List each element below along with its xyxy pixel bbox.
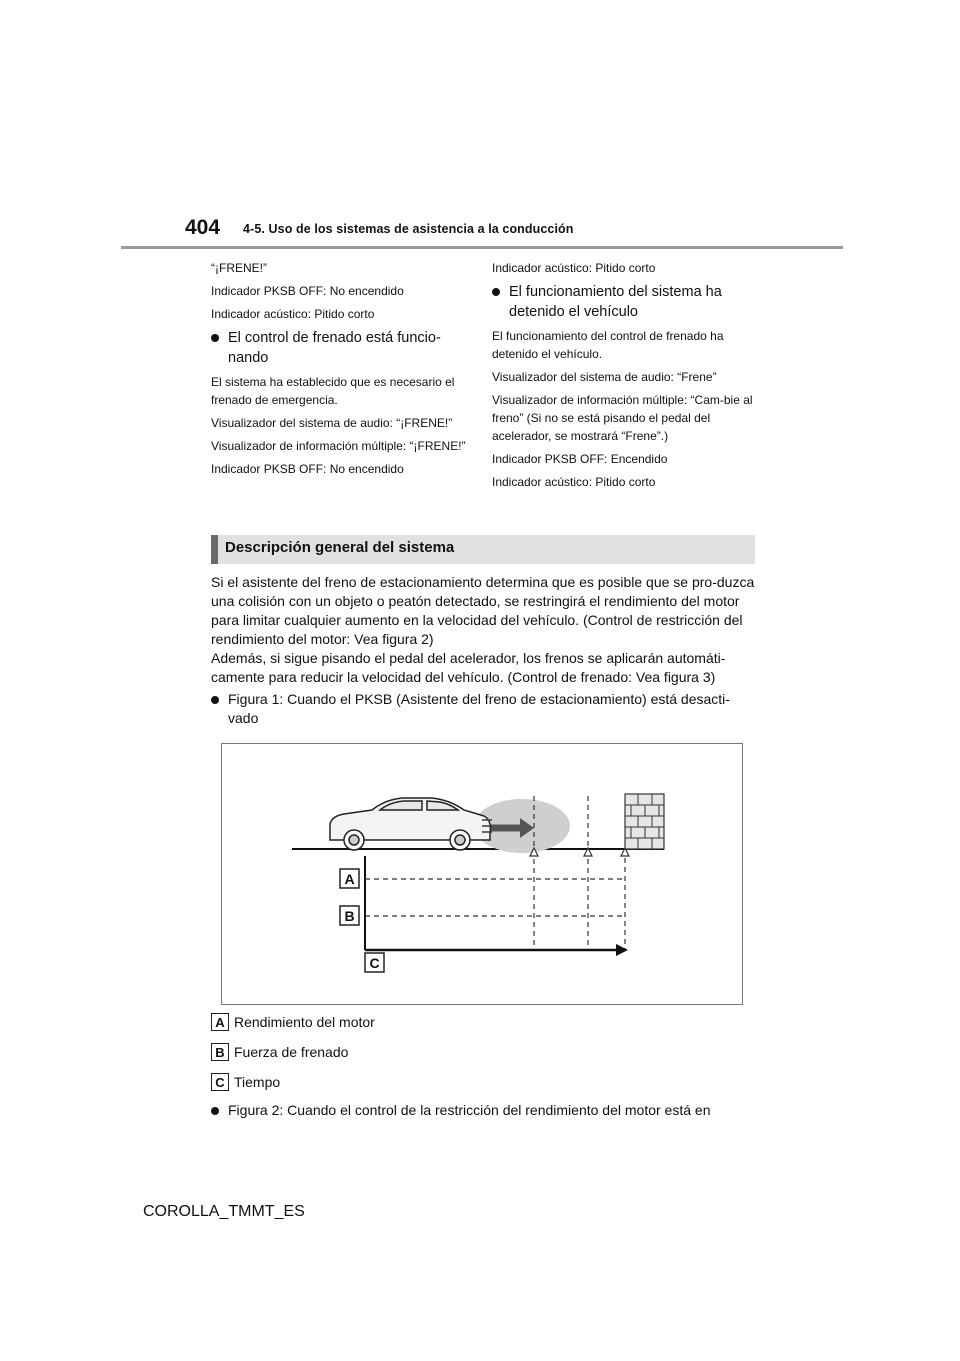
bullet-icon <box>492 288 500 296</box>
right-bullet-heading <box>492 282 754 322</box>
section-heading-accent <box>211 535 218 564</box>
legend-text-b: Fuerza de frenado <box>234 1044 349 1060</box>
figure-1-diagram <box>222 744 742 1004</box>
figure1-bullet-text: Figura 1: Cuando el PKSB (Asistente del freno de estacionamiento) está desacti-vado <box>228 691 730 726</box>
car-icon <box>330 798 490 850</box>
label-c <box>365 953 384 972</box>
right-paragraph-2: Visualizador del sistema de audio: “Frene” <box>492 370 717 384</box>
legend-text-c: Tiempo <box>234 1074 281 1090</box>
left-paragraph-1: El sistema ha establecido que es necesario el frenado de emergencia. <box>211 375 455 407</box>
figure2-bullet-text: Figura 2: Cuando el control de la restricción del rendimiento del motor está en <box>228 1102 711 1118</box>
section-heading: Descripción general del sistema <box>225 539 455 556</box>
footer-doc-id: COROLLA_TMMT_ES <box>143 1203 305 1220</box>
description-paragraph-2: Además, si sigue pisando el pedal del acelerador, los frenos se aplicarán automáti-camente para reducir la velocidad del vehículo. (Control de frenado: Vea figura 3) <box>211 650 726 685</box>
right-paragraph-3: Visualizador de información múltiple: “Cam-bie al freno” (Si no se está pisando el pedal del acelerador, se mostrará “Frene”.) <box>492 393 753 443</box>
legend-text-a: Rendimiento del motor <box>234 1014 375 1030</box>
legend-key-b: B <box>211 1043 229 1061</box>
graph-arrow-head <box>616 944 628 956</box>
right-column <box>492 259 754 496</box>
description-body <box>211 573 756 728</box>
right-paragraph-1: El funcionamiento del control de frenado ha detenido el vehículo. <box>492 329 724 361</box>
right-heading-text: El funcionamiento del sistema ha detenido el vehículo <box>509 284 722 320</box>
label-a <box>340 869 359 888</box>
right-line-1: Indicador acústico: Pitido corto <box>492 261 656 275</box>
svg-text:B: B <box>344 908 355 924</box>
left-paragraph-2: Visualizador del sistema de audio: “¡FRENE!” <box>211 416 453 430</box>
right-paragraph-4: Indicador PKSB OFF: Encendido <box>492 452 668 466</box>
left-line-1: “¡FRENE!” <box>211 261 267 275</box>
bullet-icon <box>211 334 219 342</box>
left-paragraph-3: Visualizador de información múltiple: “¡FRENE!” <box>211 439 466 453</box>
left-bullet-heading <box>211 328 473 368</box>
section-title: 4-5. Uso de los sistemas de asistencia a la conducción <box>243 222 574 236</box>
left-line-2: Indicador PKSB OFF: No encendido <box>211 284 404 298</box>
legend-key-c: C <box>211 1073 229 1091</box>
svg-text:C: C <box>369 955 380 971</box>
description-paragraph-1: Si el asistente del freno de estacionamiento determina que es posible que se pro-duzca una colisión con un objeto o peatón detectado, se restringirá el rendimiento del motor para limitar cualquier aumento en la velocidad del vehículo. (Control de restricción del rendimiento del motor: Vea figura 2) <box>211 574 755 647</box>
left-line-3: Indicador acústico: Pitido corto <box>211 307 375 321</box>
figure-1 <box>221 743 743 1005</box>
figure1-bullet <box>211 690 756 728</box>
left-paragraph-4: Indicador PKSB OFF: No encendido <box>211 462 404 476</box>
figure2-bullet <box>211 1101 788 1120</box>
left-heading-text: El control de frenado está funcio-nando <box>228 330 441 366</box>
header-divider <box>121 246 843 249</box>
brick-wall-icon <box>625 794 664 849</box>
label-b <box>340 906 359 925</box>
legend-key-a: A <box>211 1013 229 1031</box>
svg-text:A: A <box>344 871 355 887</box>
bullet-icon <box>211 696 219 704</box>
bullet-icon <box>211 1107 219 1115</box>
right-paragraph-5: Indicador acústico: Pitido corto <box>492 475 656 489</box>
left-column <box>211 259 473 483</box>
page-number: 404 <box>185 216 221 239</box>
